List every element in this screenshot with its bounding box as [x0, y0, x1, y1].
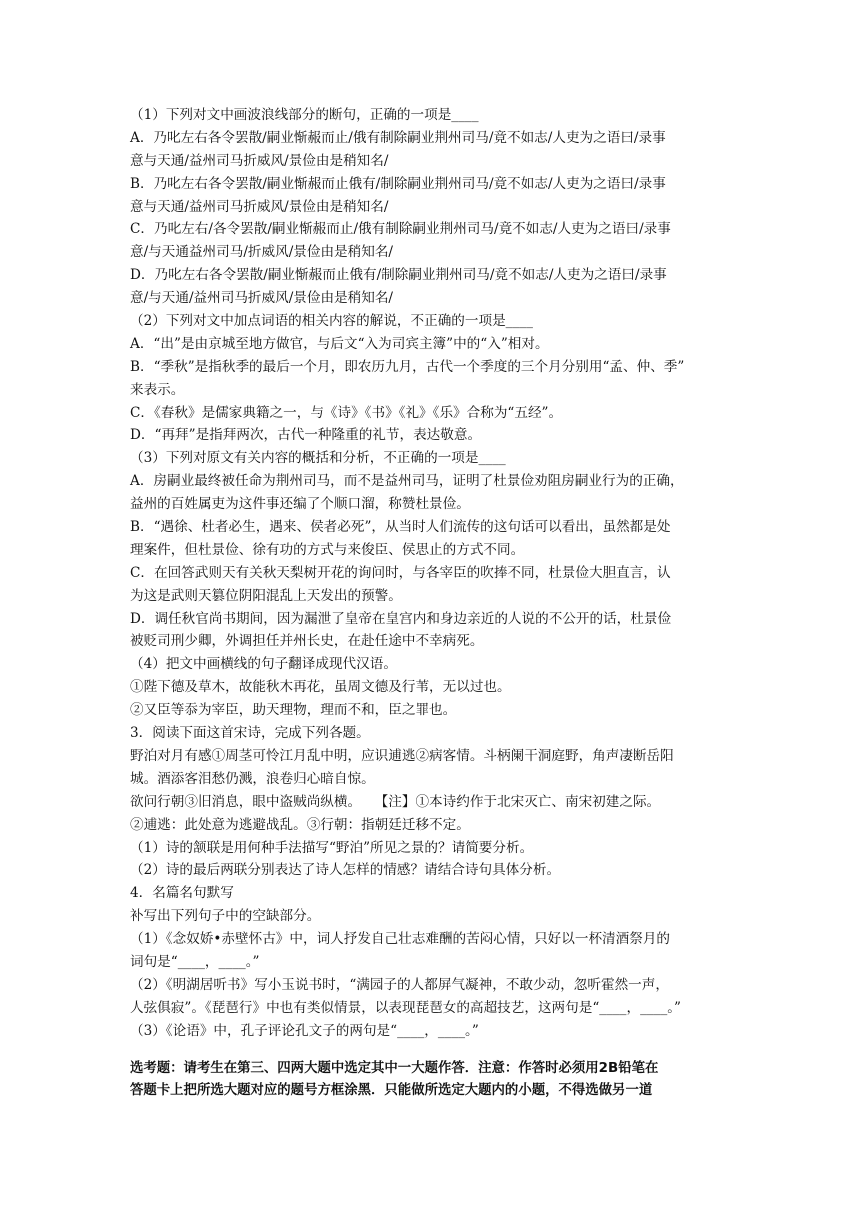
text-line: 来表示。 [130, 381, 185, 398]
text-line: ①陛下德及草木，故能秋木再花，虽周文德及行苇，无以过也。 [130, 679, 511, 696]
text-line: D．乃叱左右各令罢散/嗣业惭赧而止俄有/制除嗣业荆州司马/竟不如志/人吏为之语曰/录事 [130, 267, 667, 284]
text-line: 欲问行朝③旧消息，眼中盗贼尚纵横。 【注】①本诗约作于北宋灭亡、南宋初建之际。 [130, 793, 661, 810]
text-line: 人弦俱寂”。《琵琶行》中也有类似情景，以表现琵琶女的高超技艺，这两句是“____，____。” [130, 999, 681, 1016]
text-line: A．房嗣业最终被任命为荆州司马，而不是益州司马，证明了杜景俭劝阻房嗣业行为的正确， [130, 473, 684, 490]
text-line: C．《春秋》是儒家典籍之一，与《诗》《书》《礼》《乐》合称为“五经”。 [130, 404, 563, 421]
text-line: （2）《明湖居听书》写小玉说书时，“满园子的人都屏气凝神，不敢少动，忽听霍然一声， [130, 976, 669, 993]
text-line: 意/与天通益州司马/折威风/景俭由是稍知名/ [130, 244, 394, 261]
section-gap [130, 1043, 740, 1058]
text-line: 4．名篇名句默写 [130, 885, 234, 902]
text-line: 意/与天通/益州司马折威风/景俭由是稍知名/ [130, 290, 394, 307]
instruction-text [130, 1058, 740, 1104]
text-line: B．乃叱左右各令罢散/嗣业惭赧而止俄有/制除嗣业荆州司马/竟不如志/人吏为之语曰/录事 [130, 175, 666, 192]
text-line: 3．阅读下面这首宋诗，完成下列各题。 [130, 725, 370, 742]
question-text [130, 104, 740, 1043]
text-line: A．乃叱左右各令罢散/嗣业惭赧而止/俄有制除嗣业荆州司马/竟不如志/人吏为之语曰/录事 [130, 129, 666, 146]
text-line: 城。酒添客泪愁仍溅，浪卷归心暗自惊。 [130, 770, 375, 787]
text-line: （4）把文中画横线的句子翻译成现代汉语。 [130, 656, 397, 673]
text-line: 理案件，但杜景俭、徐有功的方式与来俊臣、侯思止的方式不同。 [130, 541, 525, 558]
text-line: 意与天通/益州司马折威风/景俭由是稍知名/ [130, 152, 389, 169]
text-line: ②又臣等忝为宰臣，助天理物，理而不和，臣之罪也。 [130, 702, 457, 719]
instruction-line: 选考题：请考生在第三、四两大题中选定其中一大题作答．注意：作答时必须用2B铅笔在 [130, 1060, 659, 1076]
text-line: 被贬司刑少卿，外调担任并州长史，在赴任途中不幸病死。 [130, 633, 484, 650]
text-line: 意与天通/益州司马折威风/景俭由是稍知名/ [130, 198, 389, 215]
text-line: （3）《论语》中，孔子评论孔文子的两句是“____，____。” [130, 1022, 479, 1039]
text-line: 为这是武则天篡位阴阳混乱上天发出的预警。 [130, 587, 402, 604]
text-line: 益州的百姓属吏为这件事还编了个顺口溜，称赞杜景俭。 [130, 496, 470, 513]
exam-page [130, 104, 740, 1103]
text-line: （1）下列对文中画波浪线部分的断句，正确的一项是____ [130, 107, 479, 123]
text-line: 补写出下列句子中的空缺部分。 [130, 908, 321, 925]
text-line: C．乃叱左右/各令罢散/嗣业惭赧而止/俄有制除嗣业荆州司马/竟不如志/人吏为之语曰/录事 [130, 221, 671, 238]
text-line: （2）下列对文中加点词语的相关内容的解说，不正确的一项是____ [130, 313, 533, 330]
text-line: 词句是“____，____。” [130, 953, 260, 970]
text-line: A．“出”是由京城至地方做官，与后文“入为司宾主簿”中的“入”相对。 [130, 335, 549, 352]
text-line: （1）《念奴娇•赤壁怀古》中，词人抒发自己壮志难酬的苦闷心情，只好以一杯清酒祭月的 [130, 931, 671, 948]
text-line: ②逋逃：此处意为逃避战乱。③行朝：指朝廷迁移不定。 [130, 816, 470, 833]
text-line: B．“季秋”是指秋季的最后一个月，即农历九月，古代一个季度的三个月分别用“孟、仲、季” [130, 358, 685, 375]
text-line: D．调任秋官尚书期间，因为漏泄了皇帝在皇宫内和身边亲近的人说的不公开的话，杜景俭 [130, 610, 672, 627]
instruction-line: 答题卡上把所选大题对应的题号方框涂黑．只能做所选定大题内的小题，不得选做另一道 [130, 1083, 653, 1099]
text-line: （3）下列对原文有关内容的概括和分析，不正确的一项是____ [130, 450, 506, 467]
text-line: （1）诗的颔联是用何种手法描写“野泊”所见之景的？请简要分析。 [130, 839, 534, 856]
text-line: C．在回答武则天有关秋天梨树开花的询问时，与各宰臣的吹捧不同，杜景俭大胆直言，认 [130, 564, 671, 581]
text-line: （2）诗的最后两联分别表达了诗人怎样的情感？请结合诗句具体分析。 [130, 862, 561, 879]
text-line: 野泊对月有感①周茎可怜江月乱中明，应识逋逃②病客情。斗柄阑干洞庭野，角声凄断岳阳 [130, 747, 674, 764]
text-line: B．“遇徐、杜者必生，遇来、侯者必死”，从当时人们流传的这句话可以看出，虽然都是处 [130, 519, 671, 536]
text-line: D．“再拜”是指拜两次，古代一种隆重的礼节，表达敬意。 [130, 427, 482, 444]
